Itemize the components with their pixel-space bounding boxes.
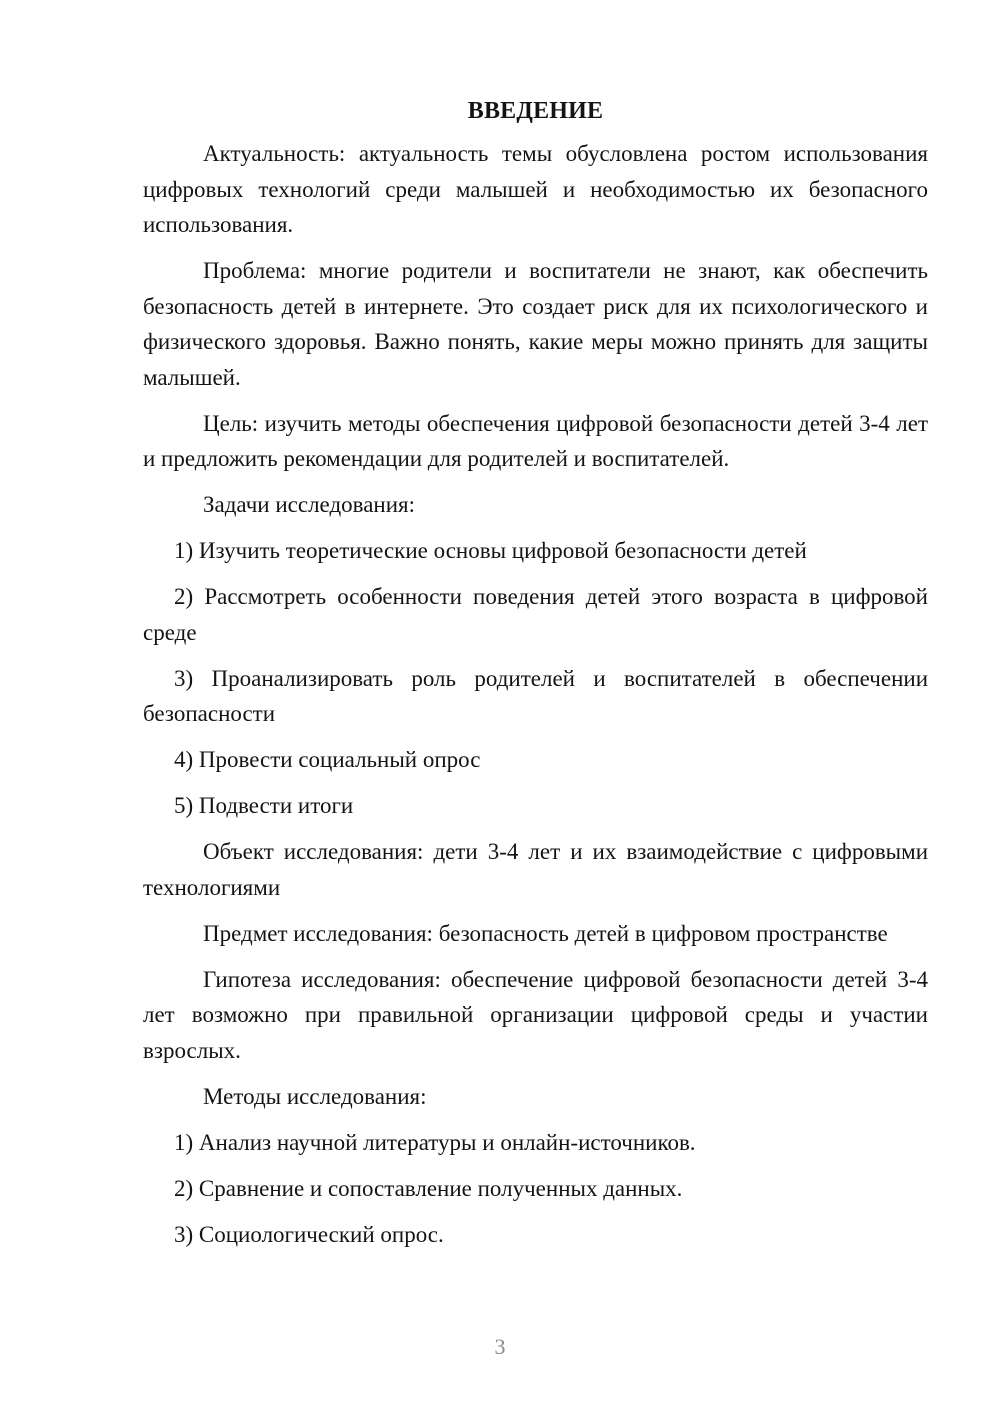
relevance-paragraph: Актуальность: актуальность темы обусловлена ростом использования цифровых технологий среди малышей и необходимостью их безопасного использования. — [143, 141, 928, 237]
method-item-1: 1) Анализ научной литературы и онлайн-источников. — [174, 1129, 696, 1155]
methods-heading: Методы исследования: — [203, 1083, 427, 1109]
problem-paragraph: Проблема: многие родители и воспитатели не знают, как обеспечить безопасность детей в интернете. Это создает риск для их психологического и физического здоровья. Важно понять, какие меры можно принять для защиты малышей. — [143, 258, 928, 390]
task-item-2: 2) Рассмотреть особенности поведения детей этого возраста в цифровой среде — [143, 584, 928, 645]
goal-paragraph: Цель: изучить методы обеспечения цифровой безопасности детей 3-4 лет и предложить рекомендации для родителей и воспитателей. — [143, 410, 928, 471]
subject-paragraph: Предмет исследования: безопасность детей в цифровом пространстве — [203, 920, 888, 946]
object-paragraph: Объект исследования: дети 3-4 лет и их взаимодействие с цифровыми технологиями — [143, 839, 928, 900]
tasks-heading: Задачи исследования: — [203, 492, 416, 517]
method-item-3: 3) Социологический опрос. — [174, 1221, 444, 1247]
method-item-2: 2) Сравнение и сопоставление полученных данных. — [174, 1175, 683, 1201]
hypothesis-paragraph: Гипотеза исследования: обеспечение цифровой безопасности детей 3-4 лет возможно при правильной организации цифровой среды и участии взрослых. — [143, 966, 928, 1063]
task-item-1: 1) Изучить теоретические основы цифровой безопасности детей — [174, 538, 807, 563]
page-number: 3 — [494, 1334, 506, 1359]
task-item-3: 3) Проанализировать роль родителей и воспитателей в обеспечении безопасности — [143, 665, 928, 726]
task-item-4: 4) Провести социальный опрос — [174, 747, 481, 772]
document-page — [143, 94, 928, 1263]
section-title: ВВЕДЕНИЕ — [467, 98, 604, 124]
task-item-5: 5) Подвести итоги — [174, 793, 354, 818]
